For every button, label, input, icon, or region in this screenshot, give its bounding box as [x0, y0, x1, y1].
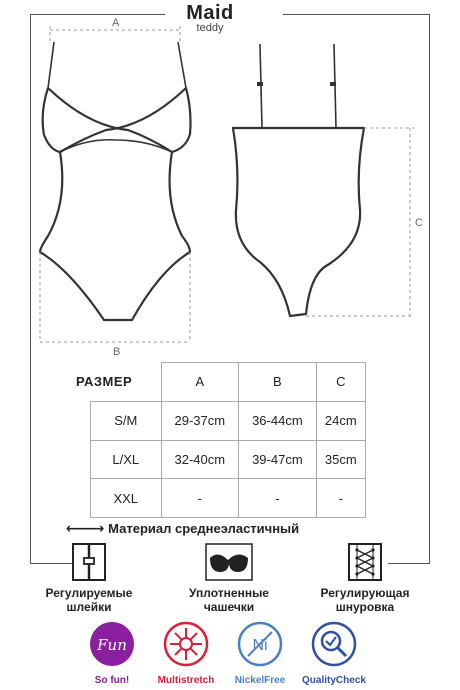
column-header-c: C: [316, 363, 365, 402]
dimension-b: [40, 252, 190, 342]
table-row: [91, 440, 366, 479]
feature-line-1: Регулируемые: [45, 586, 133, 600]
size-table-heading: РАЗМЕР: [76, 374, 133, 389]
product-name: Maid: [186, 2, 234, 24]
feature-line-2: шлейки: [66, 600, 112, 614]
feature-lacing: [300, 542, 430, 614]
adjustable-strap-icon: [69, 542, 109, 582]
nickel-free-text: Ni: [252, 637, 268, 654]
fun-badge-text: Fun: [97, 636, 127, 654]
multistretch-icon: [162, 620, 210, 668]
value-b: 36-44cm: [239, 401, 317, 440]
badge-fun: [72, 620, 152, 686]
badge-quality-check: [294, 620, 374, 686]
value-c: -: [316, 479, 365, 518]
value-a: 32-40cm: [161, 440, 239, 479]
feature-adjustable-straps: [24, 542, 154, 614]
material-label: Материал среднеэластичный: [108, 521, 300, 536]
back-view: [233, 44, 364, 316]
badge-label: NickelFree: [234, 675, 286, 686]
dimension-label-a: A: [112, 17, 120, 29]
nickel-free-icon: [236, 620, 284, 668]
column-header-a: A: [161, 363, 239, 402]
size-label: XXL: [91, 479, 162, 518]
feature-line-1: Уплотненные: [189, 586, 269, 600]
badge-label: QualityCheck: [302, 675, 366, 686]
dimension-label-b: B: [113, 346, 121, 358]
feature-padded-cups: [164, 542, 294, 614]
size-table: [90, 362, 366, 518]
badge-multistretch: [146, 620, 226, 686]
product-type: teddy: [196, 22, 224, 34]
value-b: 39-47cm: [239, 440, 317, 479]
value-a: -: [161, 479, 239, 518]
double-arrow-icon: ⟵⟶: [66, 520, 103, 536]
feature-line-2: шнуровка: [335, 600, 395, 614]
table-header-row: [91, 363, 366, 402]
badge-nickel-free: [220, 620, 300, 686]
value-a: 29-37cm: [161, 401, 239, 440]
column-header-b: B: [239, 363, 317, 402]
table-corner-cell: [91, 363, 162, 402]
size-label: S/M: [91, 401, 162, 440]
feature-line-2: чашечки: [203, 600, 255, 614]
material-note: [66, 520, 299, 537]
value-c: 35cm: [316, 440, 365, 479]
front-view: [40, 42, 191, 320]
fun-badge-icon: [88, 620, 136, 668]
badge-label: So fun!: [94, 675, 130, 686]
feature-line-1: Регулирующая: [320, 586, 410, 600]
dimension-label-c: C: [415, 217, 423, 229]
value-b: -: [239, 479, 317, 518]
table-row: [91, 479, 366, 518]
padded-cups-icon: [204, 542, 254, 582]
lacing-icon: [345, 542, 385, 582]
value-c: 24cm: [316, 401, 365, 440]
quality-check-icon: [310, 620, 358, 668]
table-row: [91, 401, 366, 440]
badge-label: Multistretch: [157, 675, 215, 686]
size-label: L/XL: [91, 440, 162, 479]
badges-row: [0, 620, 460, 690]
